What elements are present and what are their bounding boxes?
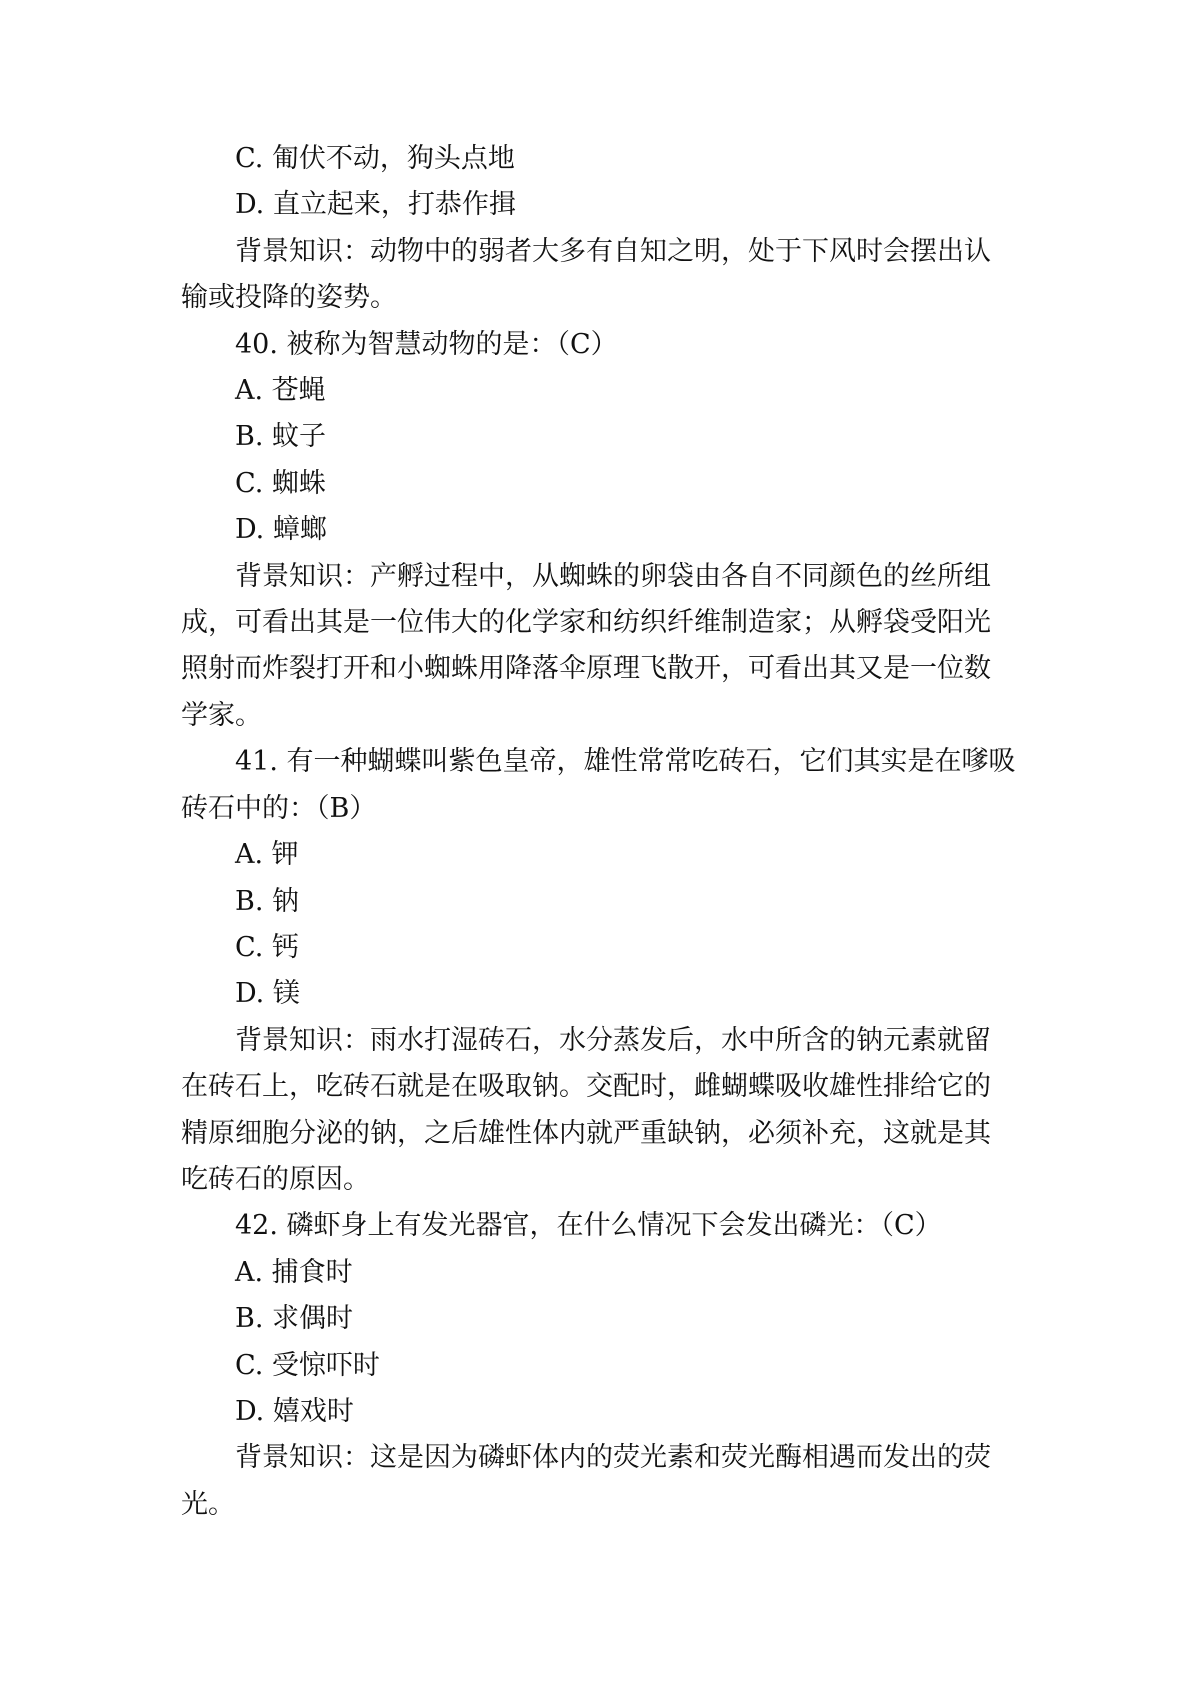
answer-option: C. 钙: [235, 931, 299, 963]
paragraph: [181, 1018, 1016, 1204]
answer-option: D. 嬉戏时: [235, 1395, 354, 1427]
paragraph-line: 吃砖石的原因。: [181, 1163, 370, 1195]
paragraph-line: 输或投降的姿势。: [181, 282, 397, 314]
paragraph-line: 背景知识：产孵过程中，从蜘蛛的卵袋由各自不同颜色的丝所组: [235, 560, 991, 592]
paragraph-line: 41. 有一种蝴蝶叫紫色皇帝，雄性常常吃砖石，它们其实是在嗲吸: [235, 746, 1016, 778]
paragraph-line: 背景知识：这是因为磷虾体内的荧光素和荧光酶相遇而发出的荧: [235, 1442, 991, 1474]
paragraph: [181, 739, 1016, 832]
paragraph-line: 精原细胞分泌的钠，之后雄性体内就严重缺钠，必须补充，这就是其: [181, 1117, 991, 1149]
answer-option: A. 钾: [235, 839, 299, 871]
answer-option: C. 匍伏不动，狗头点地: [235, 143, 515, 174]
answer-option: C. 受惊吓时: [235, 1349, 380, 1381]
paragraph: [181, 229, 1016, 322]
paragraph-line: 学家。: [181, 699, 262, 731]
answer-option: D. 直立起来，打恭作揖: [235, 189, 516, 221]
answer-option: D. 蟑螂: [235, 514, 327, 546]
answer-option: A. 捕食时: [235, 1256, 353, 1288]
paragraph: [181, 554, 1016, 740]
answer-option: A. 苍蝇: [235, 375, 326, 407]
question-text: 42. 磷虾身上有发光器官，在什么情况下会发出磷光：（C）: [235, 1210, 942, 1242]
answer-option: D. 镁: [235, 978, 300, 1010]
paragraph-line: 背景知识：雨水打湿砖石，水分蒸发后，水中所含的钠元素就留: [235, 1024, 991, 1056]
paragraph-line: 照射而炸裂打开和小蜘蛛用降落伞原理飞散开，可看出其又是一位数: [181, 653, 991, 685]
answer-option: B. 钠: [235, 885, 300, 917]
answer-option: B. 蚊子: [235, 421, 327, 453]
answer-option: C. 蜘蛛: [235, 467, 326, 499]
paragraph-line: 背景知识：动物中的弱者大多有自知之明，处于下风时会摆出认: [235, 235, 991, 267]
paragraph-line: 光。: [181, 1488, 235, 1520]
answer-option: B. 求偶时: [235, 1303, 354, 1335]
question-text: 40. 被称为智慧动物的是：（C）: [235, 328, 618, 360]
paragraph-line: 成，可看出其是一位伟大的化学家和纺织纤维制造家；从孵袋受阳光: [181, 607, 991, 639]
paragraph-line: 砖石中的：（B）: [181, 792, 377, 824]
page-content: [181, 136, 1016, 1528]
paragraph: [181, 1435, 1016, 1528]
paragraph-line: 在砖石上，吃砖石就是在吸取钠。交配时，雌蝴蝶吸收雄性排给它的: [181, 1071, 991, 1103]
